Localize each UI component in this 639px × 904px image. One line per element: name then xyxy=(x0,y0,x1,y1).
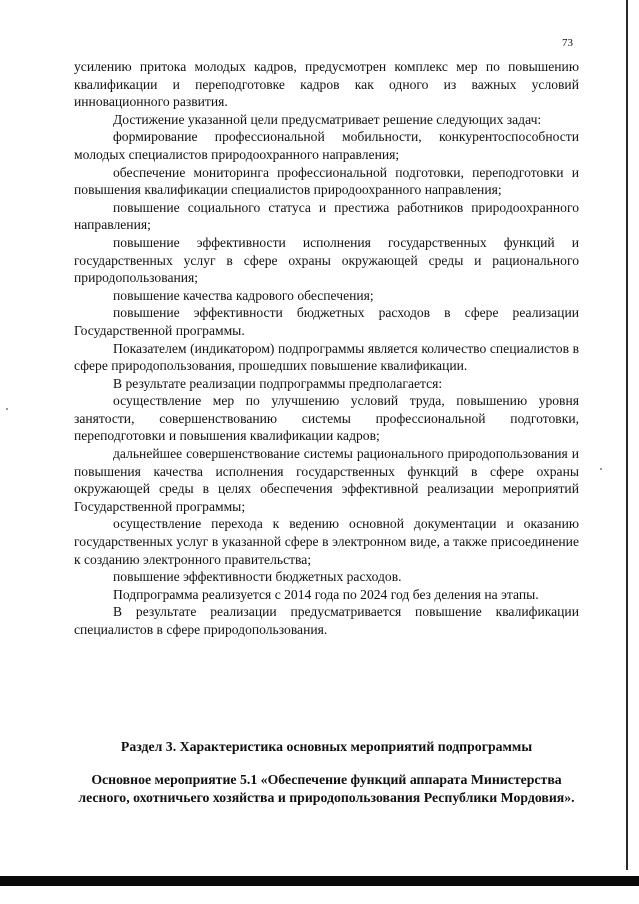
paragraph: Показателем (индикатором) подпрограммы является количество специалистов в сфере природопользования, прошедших повышение квалификации. xyxy=(74,340,579,374)
paragraph: осуществление перехода к ведению основной документации и оказанию государственных услуг в указанной сфере в электронном виде, а также присоединение к созданию электронного правительства; xyxy=(74,516,579,567)
scan-bottom-border xyxy=(0,876,639,886)
scan-page-edge xyxy=(626,0,628,870)
paragraph: повышение качества кадрового обеспечения; xyxy=(113,287,374,303)
paragraph: повышение эффективности бюджетных расходов в сфере реализации Государственной программы. xyxy=(74,305,579,338)
page-number: 73 xyxy=(562,37,573,49)
paragraph: В результате реализации предусматривается повышение квалификации специалистов в сфере природопользования. xyxy=(74,604,579,637)
paragraph: усилению притока молодых кадров, предусмотрен комплекс мер по повышению квалификации и переподготовке кадров как одного из важных условий инновационного развития. xyxy=(74,59,579,110)
paragraph: обеспечение мониторинга профессиональной подготовки, переподготовки и повышения квалификации специалистов природоохранного направления; xyxy=(74,164,579,198)
paragraph: повышение социального статуса и престижа работников природоохранного направления; xyxy=(74,199,579,233)
paragraph: Подпрограмма реализуется с 2014 года по 2024 год без деления на этапы. xyxy=(113,586,539,602)
paragraph: повышение эффективности исполнения государственных функций и государственных услуг в сфере охраны окружающей среды и рационального природопользования; xyxy=(74,234,579,286)
subsection-heading: Основное мероприятие 5.1 «Обеспечение функций аппарата Министерства лесного, охотничьего хозяйства и природопользования Республики Мордовия». xyxy=(78,772,575,805)
paragraph: В результате реализации подпрограммы предполагается: xyxy=(113,375,443,391)
section-heading: Раздел 3. Характеристика основных мероприятий подпрограммы xyxy=(120,739,533,754)
paragraph: осуществление мер по улучшению условий труда, повышению уровня занятости, совершенствованию системы профессиональной подготовки, переподготовки и повышения квалификации кадров; xyxy=(74,393,579,444)
paragraph: формирование профессиональной мобильности, конкурентоспособности молодых специалистов природоохранного направления; xyxy=(74,129,579,162)
scan-speck xyxy=(600,468,602,470)
body-text xyxy=(74,58,579,639)
paragraph: Достижение указанной цели предусматривает решение следующих задач: xyxy=(113,111,542,127)
scan-speck xyxy=(6,408,8,410)
paragraph: повышение эффективности бюджетных расходов. xyxy=(113,569,402,585)
paragraph: дальнейшее совершенствование системы рационального природопользования и повышения качества исполнения государственных функций в сфере охраны окружающей среды в целях обеспечения эффективной реализации мероприятий Государственной программы; xyxy=(74,446,579,514)
